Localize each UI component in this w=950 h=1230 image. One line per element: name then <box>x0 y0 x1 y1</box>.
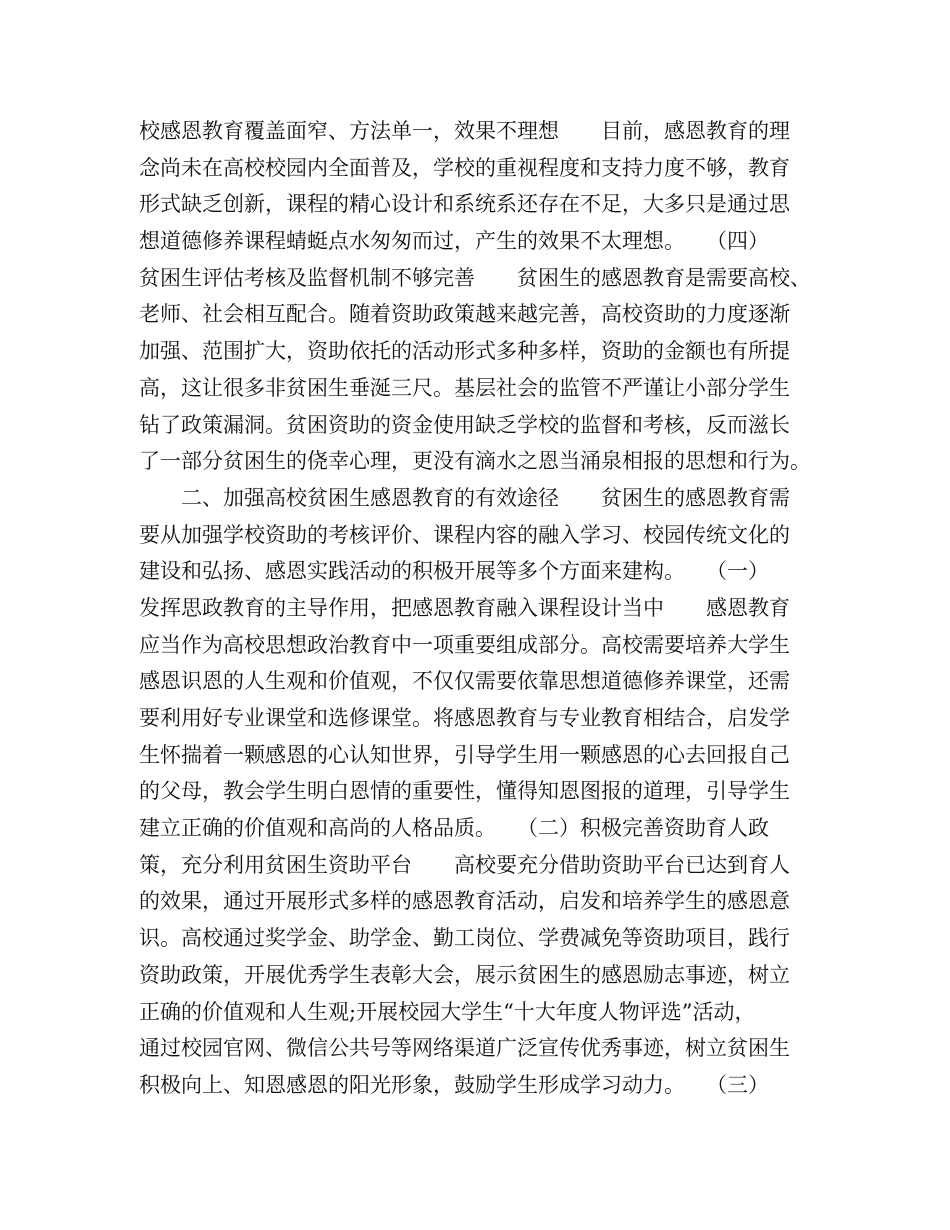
text-line: 贫困生评估考核及监督机制不够完善 贫困生的感恩教育是需要高校、 <box>139 265 811 290</box>
text-line: 要利用好专业课堂和选修课堂。将感恩教育与专业教育相结合，启发学 <box>139 706 790 730</box>
text-line: 生怀揣着一颗感恩的心认知世界，引导学生用一颗感恩的心去回报自己 <box>139 742 790 767</box>
text-line: 发挥思政教育的主导作用，把感恩教育融入课程设计当中 感恩教育 <box>139 595 790 620</box>
text-line: 应当作为高校思想政治教育中一项重要组成部分。高校需要培养大学生 <box>139 632 790 657</box>
text-line: 要从加强学校资助的考核评价、课程内容的融入学习、校园传统文化的 <box>139 522 790 547</box>
text-line: 高，这让很多非贫困生垂涎三尺。基层社会的监管不严谨让小部分学生 <box>139 375 790 400</box>
text-line: 的父母，教会学生明白恩情的重要性，懂得知恩图报的道理，引导学生 <box>139 779 790 804</box>
text-line: 念尚未在高校校园内全面普及，学校的重视程度和支持力度不够，教育 <box>139 155 790 180</box>
text-line: 建设和弘扬、感恩实践活动的积极开展等多个方面来建构。 （一） <box>139 559 769 584</box>
text-line: 建立正确的价值观和高尚的人格品质。 （二）积极完善资助育人政 <box>139 816 769 841</box>
text-line: 老师、社会相互配合。随着资助政策越来越完善，高校资助的力度逐渐 <box>139 302 790 327</box>
text-line: 策，充分利用贫困生资助平台 高校要充分借助资助平台已达到育人 <box>139 852 790 877</box>
text-line: 校感恩教育覆盖面窄、方法单一，效果不理想 目前，感恩教育的理 <box>139 119 790 143</box>
text-line: 形式缺乏创新，课程的精心设计和系统系还存在不足，大多只是通过思 <box>139 192 790 217</box>
text-line: 识。高校通过奖学金、助学金、勤工岗位、学费减免等资助项目，践行 <box>139 926 790 951</box>
text-line: 积极向上、知恩感恩的阳光形象，鼓励学生形成学习动力。 （三） <box>139 1072 769 1097</box>
text-line: 通过校园官网、微信公共号等网络渠道广泛宣传优秀事迹，树立贫困生 <box>139 1036 790 1061</box>
text-line: 感恩识恩的人生观和价值观，不仅仅需要依靠思想道德修养课堂，还需 <box>139 669 790 694</box>
body-text <box>139 113 829 1104</box>
text-line: 二、加强高校贫困生感恩教育的有效途径 贫困生的感恩教育需 <box>139 485 790 510</box>
text-line: 资助政策，开展优秀学生表彰大会，展示贫困生的感恩励志事迹，树立 <box>139 962 790 987</box>
text-line: 的效果，通过开展形式多样的感恩教育活动，启发和培养学生的感恩意 <box>139 889 790 914</box>
text-line: 钻了政策漏洞。贫困资助的资金使用缺乏学校的监督和考核，反而滋长 <box>139 412 790 437</box>
text-line: 了一部分贫困生的侥幸心理，更没有滴水之恩当涌泉相报的思想和行为。 <box>139 449 811 474</box>
text-line: 加强、范围扩大，资助依托的活动形式多种多样，资助的金额也有所提 <box>139 339 790 364</box>
text-line: 想道德修养课程蜻蜓点水匆匆而过，产生的效果不太理想。 （四） <box>139 229 769 254</box>
text-line: 正确的价值观和人生观;开展校园大学生“十大年度人物评选”活动， <box>139 999 756 1024</box>
